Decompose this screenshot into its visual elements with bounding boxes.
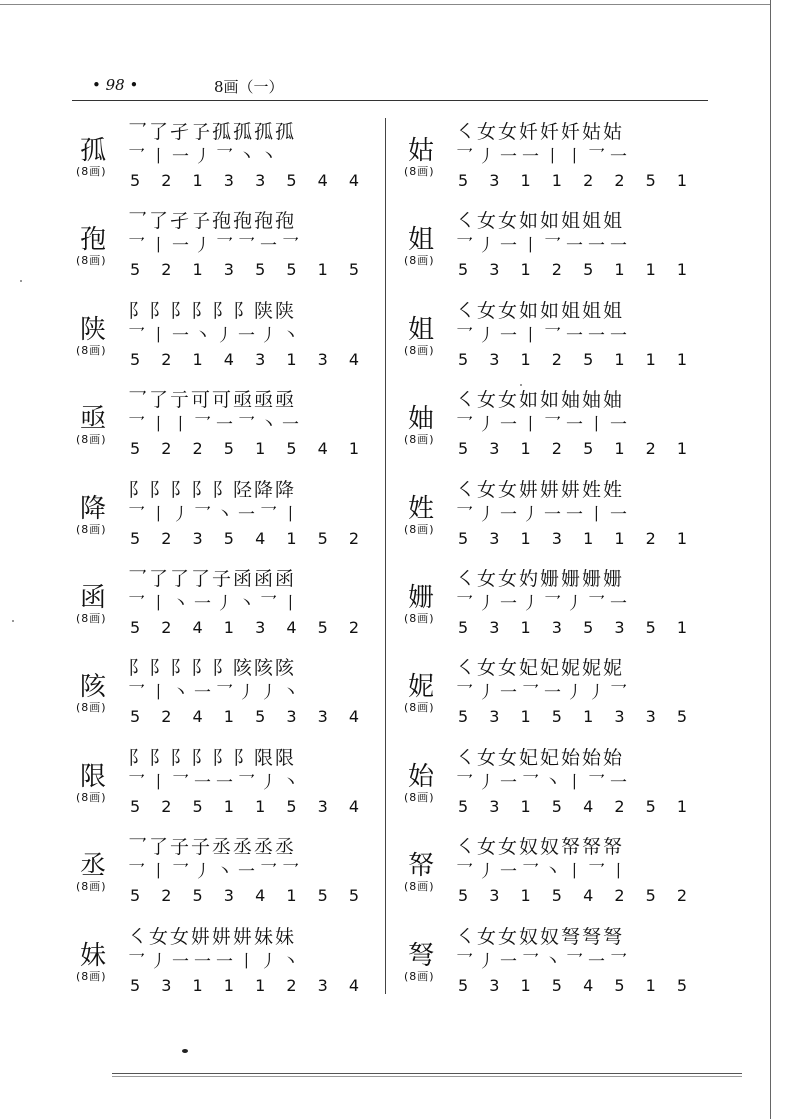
- left-column: [72, 118, 392, 1012]
- stroke-shapes: 乛丿一丨乛一丨一: [456, 415, 632, 436]
- stroke-sequence: 乛了了了子函函函: [128, 567, 297, 590]
- stroke-sequence: 阝阝阝阝阝陔陔陔: [128, 657, 297, 680]
- entry-character: 亟: [80, 404, 107, 435]
- stroke-sequence: ㇛女女如如姐姐姐: [456, 210, 625, 233]
- stroke-codes: 5 3 1 5 4 2 5 2: [458, 886, 696, 906]
- stroke-sequence: ㇛女女奴奴弩弩弩: [456, 925, 625, 948]
- stroke-shapes: 乛丿一乛丶乛一乛: [456, 951, 632, 972]
- entry-character: 帑: [408, 851, 435, 882]
- char-entry: [400, 833, 720, 922]
- entry-character: 陕: [80, 314, 107, 345]
- stroke-codes: 5 2 5 1 1 5 3 4: [130, 796, 368, 816]
- stroke-codes: 5 3 1 2 5 1 2 1: [458, 439, 696, 459]
- entry-character: 丞: [80, 851, 107, 882]
- char-entry: [400, 654, 720, 743]
- entry-character: 限: [80, 761, 107, 792]
- char-entry: [72, 833, 392, 922]
- stroke-codes: 5 2 4 1 3 4 5 2: [130, 617, 368, 637]
- stroke-shapes: 乛丨丶一乛丿丿丶: [128, 683, 304, 704]
- stroke-count-label: (8画): [76, 254, 107, 268]
- char-entry: [400, 118, 720, 207]
- stroke-count-label: (8画): [404, 611, 435, 625]
- char-entry: [400, 923, 720, 1012]
- stroke-codes: 5 2 4 1 5 3 3 4: [130, 707, 368, 727]
- stroke-codes: 5 3 1 5 4 5 1 5: [458, 975, 696, 995]
- stroke-count-label: (8画): [404, 522, 435, 536]
- stroke-sequence: 阝阝阝阝阝阝陕陕: [128, 299, 297, 322]
- stroke-sequence: ㇛女女妌妌妌姓姓: [456, 478, 625, 501]
- entry-character: 姑: [408, 136, 435, 166]
- entry-character: 姐: [408, 225, 435, 256]
- char-entry: [72, 207, 392, 296]
- stroke-count-label: (8画): [76, 701, 107, 715]
- char-entry: [72, 297, 392, 386]
- stroke-codes: 5 3 1 5 1 3 3 5: [458, 707, 696, 727]
- char-entry: [72, 118, 392, 207]
- char-entry: [72, 923, 392, 1012]
- char-entry: [72, 386, 392, 475]
- page-number: • 98 •: [92, 76, 139, 94]
- char-entry: [72, 654, 392, 743]
- footer-rule-secondary: [112, 1076, 742, 1077]
- stroke-codes: 5 3 1 2 5 1 1 1: [458, 349, 696, 369]
- stroke-shapes: 乛丿一乛丶丨乛丨: [456, 862, 632, 883]
- char-entry: [400, 297, 720, 386]
- stroke-codes: 5 2 5 3 4 1 5 5: [130, 886, 368, 906]
- stroke-sequence: 阝阝阝阝阝阝限限: [128, 746, 297, 769]
- right-column: [400, 118, 720, 1012]
- char-entry: [400, 744, 720, 833]
- stroke-codes: 5 2 1 3 3 5 4 4: [130, 171, 368, 190]
- stroke-count-label: (8画): [76, 611, 107, 625]
- stroke-count-label: (8画): [76, 522, 107, 536]
- entry-character: 姓: [408, 493, 435, 524]
- entry-character: 姐: [408, 314, 435, 345]
- stroke-sequence: 阝阝阝阝阝陉降降: [128, 478, 297, 501]
- entry-character: 弩: [408, 940, 435, 971]
- stroke-sequence: ㇛女女妃妃始始始: [456, 746, 625, 769]
- footer-rule: [112, 1073, 742, 1074]
- char-entry: [400, 207, 720, 296]
- stroke-shapes: 乛丨乛一一乛丿丶: [128, 772, 304, 793]
- stroke-count-label: (8画): [76, 790, 107, 804]
- stroke-count-label: (8画): [76, 343, 107, 357]
- stroke-sequence: 乛了孑孒孤孤孤孤: [128, 121, 297, 143]
- stroke-shapes: 乛丨丶一丿丶乛丨: [128, 593, 304, 614]
- entry-character: 函: [80, 582, 107, 613]
- entry-character: 妯: [408, 404, 435, 435]
- stroke-codes: 5 2 2 5 1 5 4 1: [130, 439, 368, 459]
- stroke-shapes: 乛丿一一丨丨乛一: [456, 147, 632, 167]
- stroke-shapes: 乛丨丨乛一乛丶一: [128, 415, 304, 436]
- char-entry: [72, 476, 392, 565]
- stroke-shapes: 乛丿一丨乛一一一: [456, 236, 632, 257]
- stroke-codes: 5 3 1 3 1 1 2 1: [458, 528, 696, 548]
- stroke-shapes: 乛丿一一一丨丿丶: [128, 951, 304, 972]
- page-top-edge: [0, 4, 770, 5]
- stroke-shapes: 乛丨一丿乛丶丶: [128, 147, 282, 167]
- stroke-codes: 5 2 1 4 3 1 3 4: [130, 349, 368, 369]
- stroke-count-label: (8画): [76, 165, 107, 178]
- stroke-count-label: (8画): [404, 790, 435, 804]
- header-rule: [72, 100, 708, 101]
- entry-character: 孤: [80, 136, 107, 166]
- stroke-codes: 5 3 1 3 5 3 5 1: [458, 617, 696, 637]
- stroke-codes: 5 3 1 5 4 2 5 1: [458, 796, 696, 816]
- ink-dot: [182, 1049, 188, 1053]
- char-entry: [72, 565, 392, 654]
- char-entry: [400, 565, 720, 654]
- stroke-count-label: (8画): [404, 254, 435, 268]
- stroke-count-label: (8画): [404, 880, 435, 894]
- entry-character: 孢: [80, 225, 107, 256]
- stroke-count-label: (8画): [76, 880, 107, 894]
- stroke-shapes: 乛丿一丨乛一一一: [456, 325, 632, 346]
- stroke-sequence: ㇛女女妃妃妮妮妮: [456, 657, 625, 680]
- stroke-sequence: ㇛女女如如妯妯妯: [456, 389, 625, 412]
- stroke-count-label: (8画): [404, 165, 435, 178]
- stroke-shapes: 乛丿一丿一一丨一: [456, 504, 632, 525]
- stroke-count-label: (8画): [404, 433, 435, 447]
- entry-character: 降: [80, 493, 107, 524]
- stroke-codes: 5 3 1 1 1 2 3 4: [130, 975, 368, 995]
- char-entry: [72, 744, 392, 833]
- page-header: [72, 74, 712, 100]
- stroke-count-label: (8画): [404, 701, 435, 715]
- stroke-shapes: 乛丨一丿乛乛一乛: [128, 236, 304, 257]
- stroke-count-label: (8画): [76, 969, 107, 983]
- stroke-sequence: ㇛女女如如姐姐姐: [456, 299, 625, 322]
- stroke-codes: 5 2 1 3 5 5 1 5: [130, 260, 368, 280]
- section-title: 8画（一）: [214, 78, 284, 96]
- stroke-sequence: ㇛女女奷奷奷姑姑: [456, 121, 625, 143]
- char-entry: [400, 476, 720, 565]
- page-right-edge: [770, 0, 771, 1119]
- stroke-shapes: 乛丿一丿乛丿乛一: [456, 593, 632, 614]
- stroke-sequence: 乛了子子丞丞丞丞: [128, 836, 297, 859]
- stroke-shapes: 乛丨丿乛丶一乛丨: [128, 504, 304, 525]
- stroke-codes: 5 3 1 1 2 2 5 1: [458, 171, 696, 190]
- scan-speck: [12, 620, 14, 622]
- stroke-sequence: ㇛女女妁姗姗姗姗: [456, 567, 625, 590]
- scan-speck: [520, 384, 522, 386]
- stroke-codes: 5 2 3 5 4 1 5 2: [130, 528, 368, 548]
- stroke-sequence: ㇛女女奴奴帑帑帑: [456, 836, 625, 859]
- stroke-sequence: ㇛女女妌妌妌妹妹: [128, 925, 297, 948]
- entry-character: 始: [408, 761, 435, 792]
- stroke-count-label: (8画): [404, 969, 435, 983]
- scan-speck: [20, 280, 22, 282]
- stroke-sequence: 乛了亍可可亟亟亟: [128, 389, 297, 412]
- stroke-count-label: (8画): [404, 343, 435, 357]
- entry-character: 妹: [80, 940, 107, 971]
- stroke-codes: 5 3 1 2 5 1 1 1: [458, 260, 696, 280]
- entry-character: 陔: [80, 672, 107, 703]
- entry-character: 妮: [408, 672, 435, 703]
- entry-character: 姗: [408, 582, 435, 613]
- stroke-count-label: (8画): [76, 433, 107, 447]
- stroke-shapes: 乛丨一丶丿一丿丶: [128, 325, 304, 346]
- stroke-shapes: 乛丿一乛丶丨乛一: [456, 772, 632, 793]
- stroke-shapes: 乛丨乛丿丶一乛乛: [128, 862, 304, 883]
- stroke-sequence: 乛了孑孒孢孢孢孢: [128, 210, 297, 233]
- stroke-shapes: 乛丿一乛一丿丿乛: [456, 683, 632, 704]
- char-entry: [400, 386, 720, 475]
